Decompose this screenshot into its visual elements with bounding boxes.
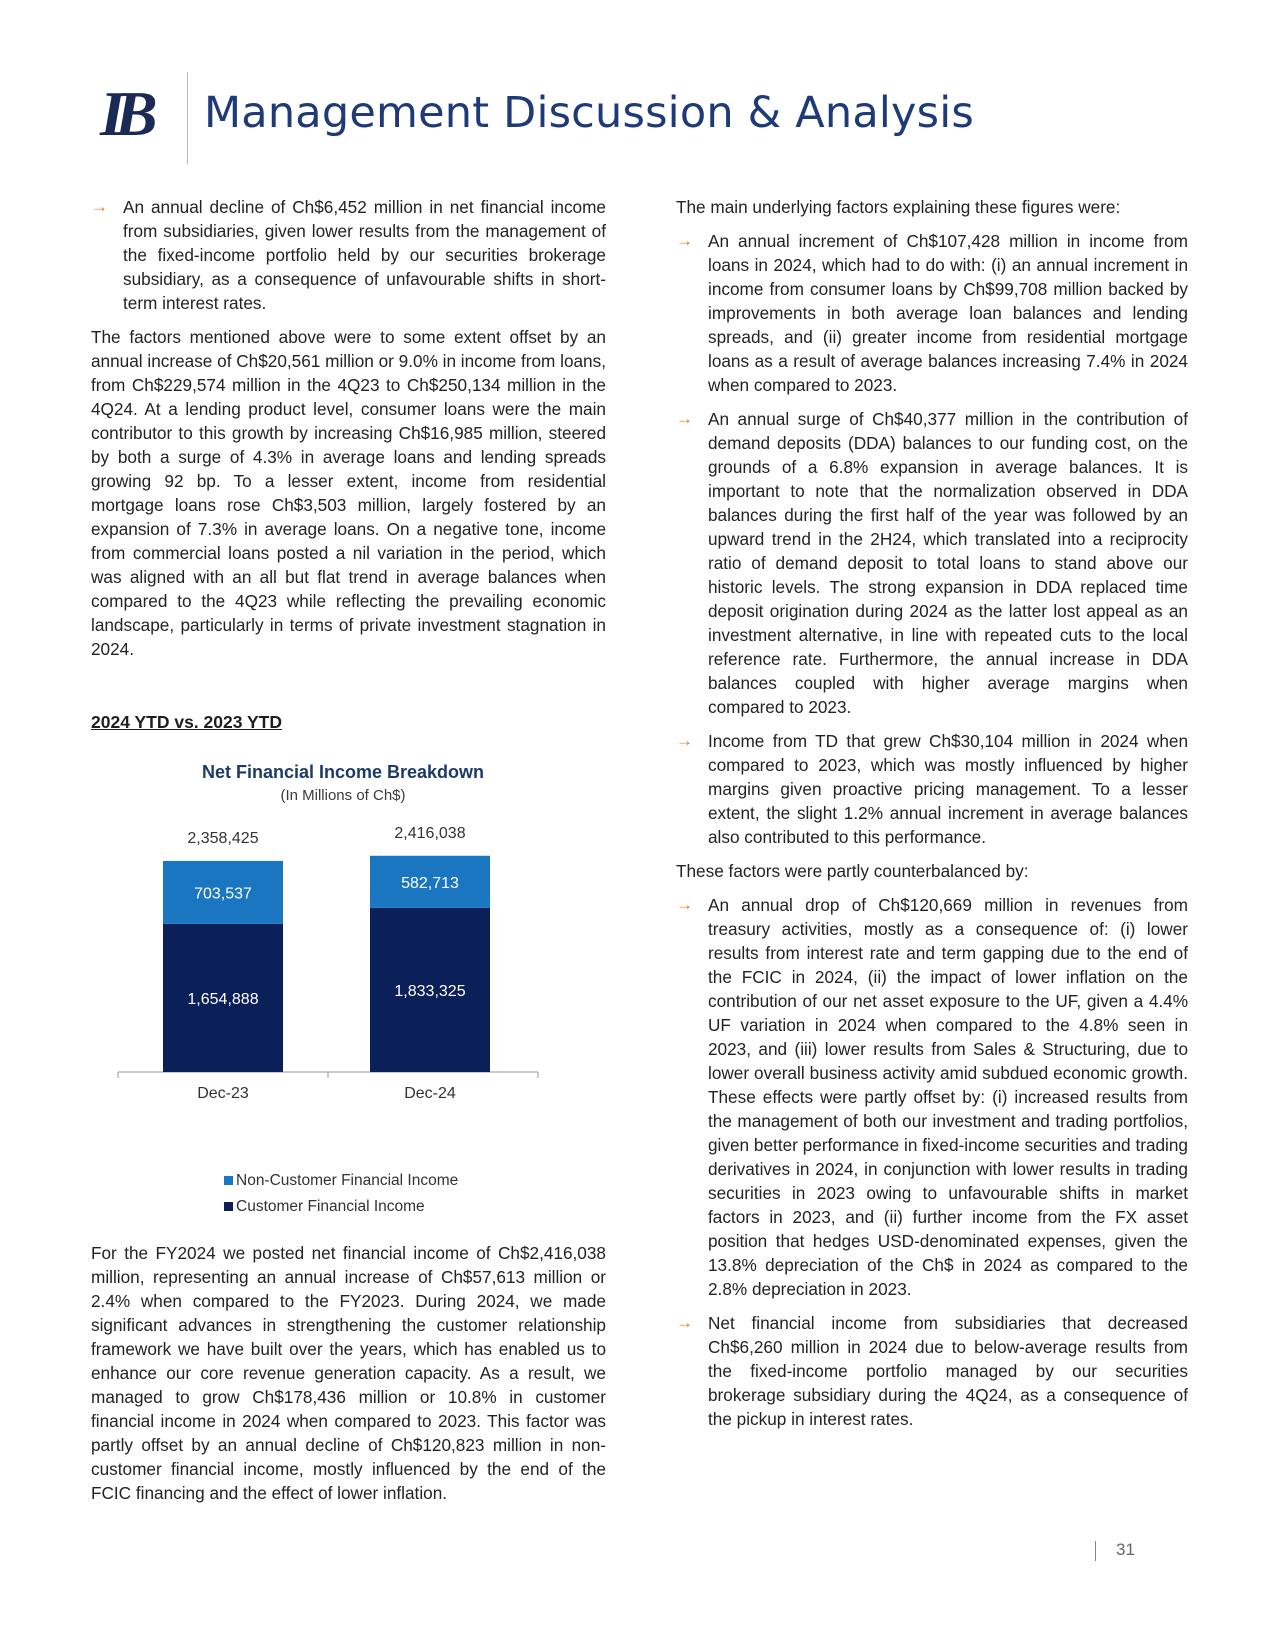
paragraph: These factors were partly counterbalanced by: <box>676 861 1029 881</box>
left-column <box>91 195 606 671</box>
data-label-total: 2,416,038 <box>394 824 466 842</box>
paragraph: The main underlying factors explaining these figures were: <box>676 197 1121 217</box>
bullet-text: An annual decline of Ch$6,452 million in net financial income from subsidiaries, given lower results from the management of the fixed-income portfolio held by our securities brokerage subsidiary, as a consequence of unfavourable shifts in short-term interest rates. <box>123 197 606 313</box>
x-tick-label: Dec-24 <box>404 1085 456 1102</box>
legend-item-customer <box>224 1194 458 1220</box>
chart-legend <box>224 1168 458 1220</box>
legend-swatch <box>224 1202 233 1211</box>
legend-swatch <box>224 1176 233 1185</box>
bank-logo <box>100 78 170 150</box>
chart-title: Net Financial Income Breakdown <box>201 762 485 782</box>
list-item <box>676 407 1188 719</box>
arrow-right-icon: → <box>91 197 108 216</box>
left-column-bottom <box>91 1241 606 1515</box>
data-label-customer: 1,654,888 <box>187 990 259 1008</box>
arrow-right-icon: → <box>676 895 693 914</box>
paragraph: The factors mentioned above were to some extent offset by an annual increase of Ch$20,561 million or 9.0% in income from loans, from Ch$229,574 million in the 4Q23 to Ch$250,134 million in the 4Q24. At a lending product level, consumer loans were the main contributor to this growth by increasing Ch$16,985 million, steered by both a surge of 4.3% in average loans and lending spreads growing 92 bp. To a lesser extent, income from residential mortgage loans rose Ch$3,503 million, largely fostered by an expansion of 7.3% in average loans. On a negative tone, income from commercial loans posted a nil variation in the period, which was aligned with an all but flat trend in average balances when compared to the 4Q23 while reflecting the prevailing economic landscape, particularly in terms of private investment stagnation in 2024. <box>91 327 606 659</box>
arrow-right-icon: → <box>676 1313 693 1332</box>
title-divider <box>187 72 188 164</box>
legend-item-non-customer <box>224 1168 458 1194</box>
chart-subtitle: (In Millions of Ch$) <box>280 787 406 804</box>
logo-letters: IB <box>100 78 148 149</box>
net-financial-income-chart <box>118 824 548 1160</box>
arrow-right-icon: → <box>676 409 693 428</box>
arrow-right-icon: → <box>676 231 693 250</box>
right-column <box>676 195 1188 1441</box>
legend-label: Customer Financial Income <box>236 1198 425 1215</box>
page-number-divider <box>1095 1541 1096 1561</box>
x-tick-label: Dec-23 <box>197 1085 249 1102</box>
bullet-text: An annual drop of Ch$120,669 million in revenues from treasury activities, mostly as a consequence of: (i) lower results from interest rate and term gapping due to the end of the FCIC in 2024, (ii) the impact of lower inflation on the contribution of our net asset exposure to the UF, given a 4.4% UF variation in 2024 when compared to the 4.8% seen in 2023, and (iii) lower results from Sales & Structuring, due to lower overall business activity amid subdued economic growth. These effects were partly offset by: (i) increased results from the management of both our investment and trading portfolios, given better performance in fixed-income securities and trading derivatives in 2024, in conjunction with lower results in trading securities in 2023 owing to unfavourable shifts in market factors in 2023, and (ii) further income from the FX asset position that hedges USD-denominated expenses, given the 13.8% depreciation of the Ch$ in 2024 as compared to the 2.8% depreciation in 2023. <box>708 895 1188 1299</box>
section-heading: 2024 YTD vs. 2023 YTD <box>91 712 283 732</box>
legend-label: Non-Customer Financial Income <box>236 1172 459 1189</box>
page-number: 31 <box>1116 1540 1135 1559</box>
bullet-text: Net financial income from subsidiaries that decreased Ch$6,260 million in 2024 due to below-average results from the fixed-income portfolio managed by our securities brokerage subsidiary during the 4Q24, as a consequence of the pickup in interest rates. <box>708 1313 1188 1429</box>
bullet-text: An annual surge of Ch$40,377 million in the contribution of demand deposits (DDA) balances to our funding cost, on the grounds of a 6.8% expansion in average balances. It is important to note that the normalization observed in DDA balances during the first half of the year was followed by an upward trend in the 2H24, which translated into a reciprocity ratio of demand deposit to total loans to stand above our historic levels. The strong expansion in DDA replaced time deposit origination during 2024 as the latter lost appeal as an investment alternative, in line with repeated cuts to the local reference rate. Furthermore, the annual increase in DDA balances coupled with higher average margins when compared to 2023. <box>708 409 1188 717</box>
bullet-text: Income from TD that grew Ch$30,104 million in 2024 when compared to 2023, which was mostly influenced by higher margins given proactive pricing management. To a lesser extent, the slight 1.2% annual increment in average balances also contributed to this performance. <box>708 731 1188 847</box>
paragraph: For the FY2024 we posted net financial income of Ch$2,416,038 million, representing an annual increase of Ch$57,613 million or 2.4% when compared to the FY2023. During 2024, we made significant advances in strengthening the customer relationship framework we have built over the years, which has enabled us to enhance our core revenue generation capacity. As a result, we managed to grow Ch$178,436 million or 10.8% in customer financial income in 2024 when compared to 2023. This factor was partly offset by an annual decline of Ch$120,823 million in non-customer financial income, mostly influenced by the end of the FCIC financing and the effect of lower inflation. <box>91 1243 606 1503</box>
data-label-non-customer: 582,713 <box>401 874 459 892</box>
arrow-right-icon: → <box>676 731 693 750</box>
list-item <box>676 229 1188 397</box>
data-label-customer: 1,833,325 <box>394 982 466 1000</box>
list-item <box>91 195 606 315</box>
list-item <box>676 729 1188 849</box>
data-label-total: 2,358,425 <box>187 829 259 847</box>
list-item <box>676 1311 1188 1431</box>
list-item <box>676 893 1188 1301</box>
bullet-text: An annual increment of Ch$107,428 million in income from loans in 2024, which had to do with: (i) an annual increment in income from consumer loans by Ch$99,708 million backed by improvements in both average loan balances and lending spreads, and (ii) greater income from residential mortgage loans as a result of average balances increasing 7.4% in 2024 when compared to 2023. <box>708 231 1188 395</box>
data-label-non-customer: 703,537 <box>194 885 252 903</box>
page-title: Management Discussion & Analysis <box>204 88 975 138</box>
